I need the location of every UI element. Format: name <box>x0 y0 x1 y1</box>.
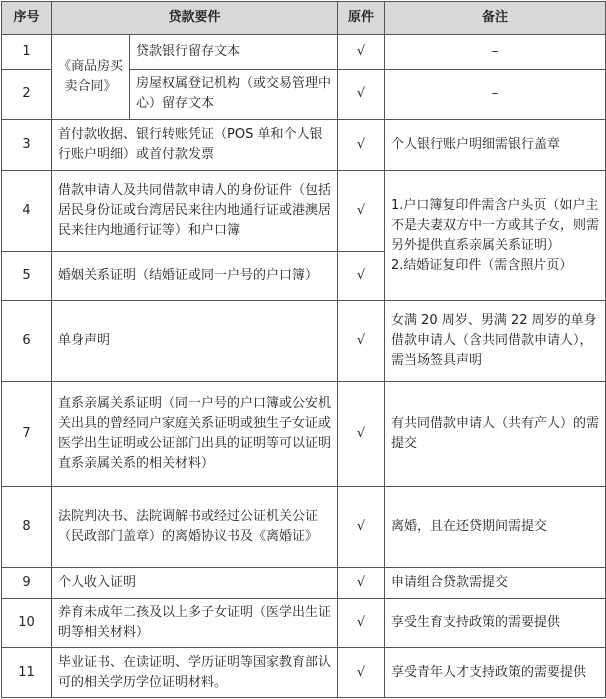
requirement-text: 房屋权属登记机构（或交易管理中心）留存文本 <box>130 70 338 120</box>
requirement-text: 单身声明 <box>52 301 338 382</box>
table-row <box>2 119 606 171</box>
loan-requirements-table <box>1 1 606 698</box>
header-remark: 备注 <box>385 2 606 35</box>
row-number: 2 <box>2 70 52 120</box>
requirement-text: 毕业证书、在读证明、学历证明等国家教育部认可的相关学历学位证明材料。 <box>52 648 338 698</box>
table-row <box>2 35 606 70</box>
contract-label: 《商品房买卖合同》 <box>52 35 130 120</box>
row-number: 1 <box>2 35 52 70</box>
original-check: √ <box>338 171 385 252</box>
remark-text: 个人银行账户明细需银行盖章 <box>385 119 606 171</box>
table-row <box>2 648 606 698</box>
header-no: 序号 <box>2 2 52 35</box>
original-check: √ <box>338 598 385 648</box>
table-row <box>2 598 606 648</box>
row-number: 4 <box>2 171 52 252</box>
original-check: √ <box>338 301 385 382</box>
remark-text: – <box>385 35 606 70</box>
original-check: √ <box>338 251 385 301</box>
row-number: 11 <box>2 648 52 698</box>
table-row <box>2 567 606 598</box>
original-check: √ <box>338 381 385 486</box>
row-number: 8 <box>2 487 52 568</box>
requirement-text: 直系亲属关系证明（同一户号的户口簿或公安机关出具的曾经同户家庭关系证明或独生子女证或医学出生证明或公证部门出具的证明等可以证明直系亲属关系的相关材料） <box>52 381 338 486</box>
row-number: 5 <box>2 251 52 301</box>
original-check: √ <box>338 648 385 698</box>
requirement-text: 个人收入证明 <box>52 567 338 598</box>
remark-text: – <box>385 70 606 120</box>
requirement-text: 养育未成年二孩及以上多子女证明（医学出生证明等相关材料） <box>52 598 338 648</box>
requirement-text: 首付款收据、银行转账凭证（POS 单和个人银行账户明细）或首付款发票 <box>52 119 338 171</box>
requirement-text: 贷款银行留存文本 <box>130 35 338 70</box>
header-row <box>2 2 606 35</box>
header-original: 原件 <box>338 2 385 35</box>
row-number: 9 <box>2 567 52 598</box>
remark-text: 享受青年人才支持政策的需要提供 <box>385 648 606 698</box>
remark-text: 女满 20 周岁、男满 22 周岁的单身借款申请人（含共同借款申请人），需当场签具声明 <box>385 301 606 382</box>
remark-text: 申请组合贷款需提交 <box>385 567 606 598</box>
remark-text: 离婚，且在还贷期间需提交 <box>385 487 606 568</box>
table-row <box>2 487 606 568</box>
table-row <box>2 301 606 382</box>
remark-text: 享受生育支持政策的需要提供 <box>385 598 606 648</box>
table-row <box>2 171 606 252</box>
original-check: √ <box>338 567 385 598</box>
header-requirement: 贷款要件 <box>52 2 338 35</box>
row-number: 10 <box>2 598 52 648</box>
requirement-text: 借款申请人及共同借款申请人的身份证件（包括居民身份证或台湾居民来往内地通行证或港澳居民来往内地通行证等）和户口簿 <box>52 171 338 252</box>
original-check: √ <box>338 35 385 70</box>
row-number: 3 <box>2 119 52 171</box>
original-check: √ <box>338 119 385 171</box>
remark-text: 1.户口簿复印件需含户头页（如户主不是夫妻双方中一方或其子女，则需另外提供直系亲属关系证明） 2.结婚证复印件（需含照片页） <box>385 171 606 301</box>
requirement-text: 法院判决书、法院调解书或经过公证机关公证（民政部门盖章）的离婚协议书及《离婚证》 <box>52 487 338 568</box>
table-row <box>2 381 606 486</box>
original-check: √ <box>338 487 385 568</box>
row-number: 7 <box>2 381 52 486</box>
requirement-text: 婚姻关系证明（结婚证或同一户号的户口簿） <box>52 251 338 301</box>
original-check: √ <box>338 70 385 120</box>
row-number: 6 <box>2 301 52 382</box>
remark-text: 有共同借款申请人（共有产人）的需提交 <box>385 381 606 486</box>
